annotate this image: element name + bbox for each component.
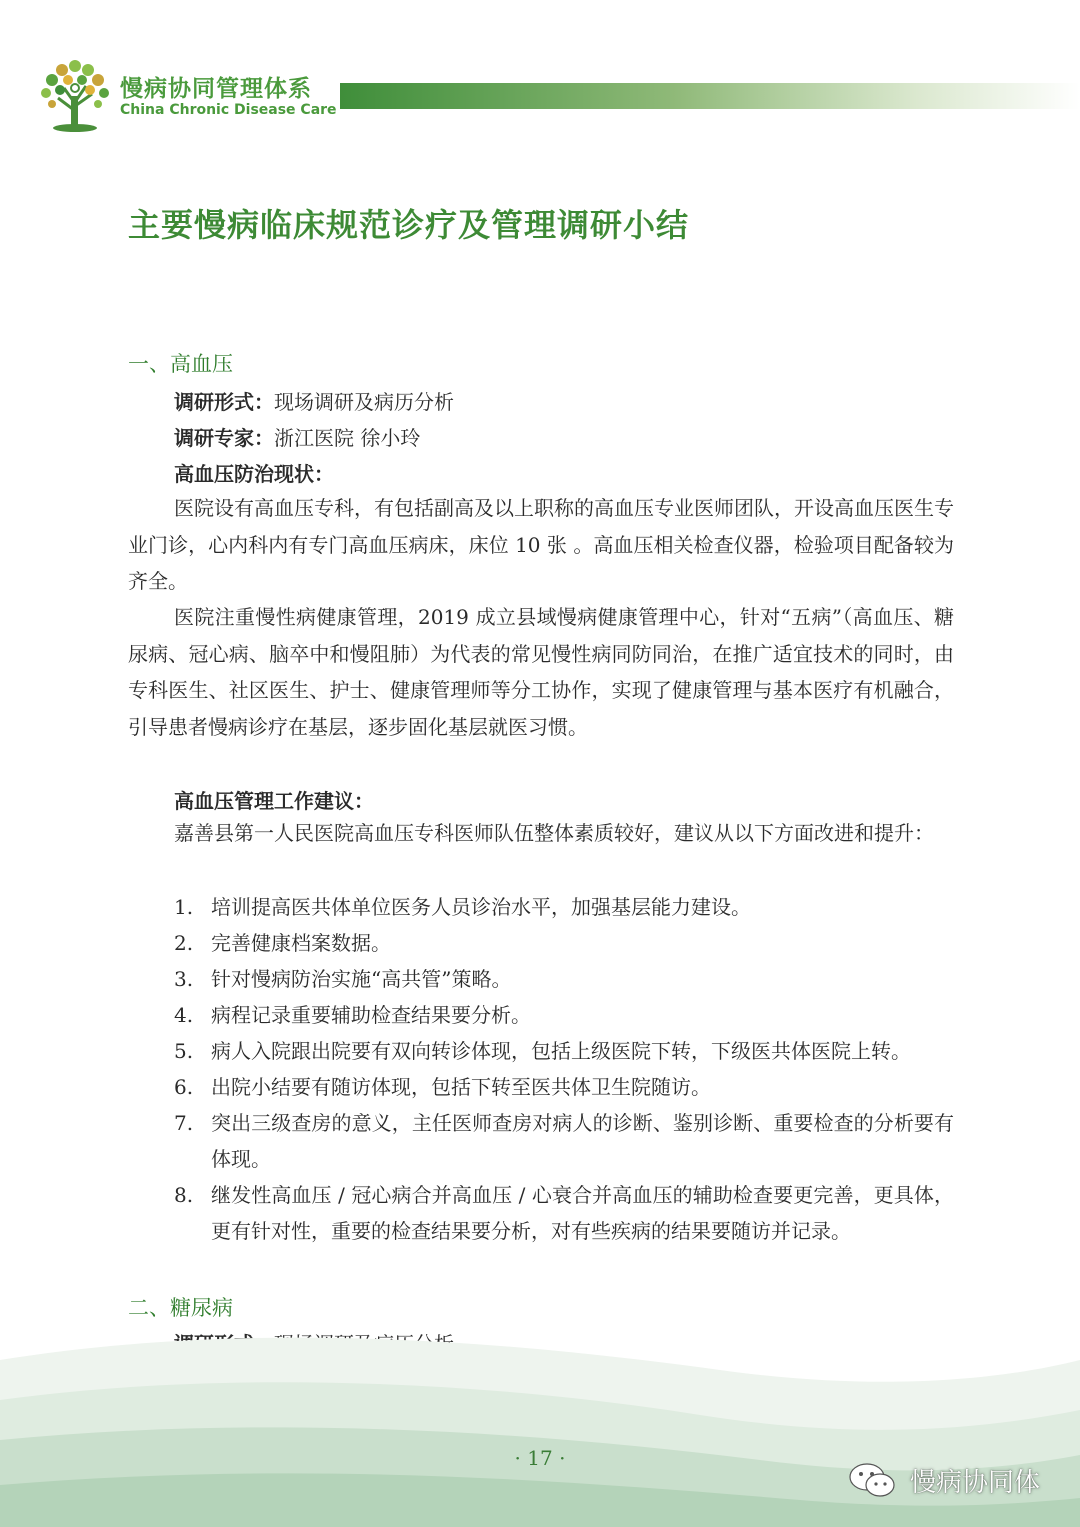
status-paragraph-1: 医院设有高血压专科，有包括副高及以上职称的高血压专业医师团队，开设高血压医生专业门诊，心内科内有专门高血压病床，床位 10 张 。高血压相关检查仪器，检验项目配备较为齐全。 — [128, 496, 954, 593]
wechat-icon — [848, 1460, 898, 1500]
brand-name-cn: 慢病协同管理体系 — [120, 76, 312, 102]
status-heading-text: 高血压防治现状： — [174, 462, 334, 486]
advice-heading-text: 高血压管理工作建议： — [174, 789, 374, 813]
status-heading — [174, 458, 334, 487]
brand-name-en: China Chronic Disease Care — [120, 102, 337, 118]
list-item: 1. 培训提高医共体单位医务人员诊治水平，加强基层能力建设。 — [174, 895, 751, 919]
list-item: 4. 病程记录重要辅助检查结果要分析。 — [174, 1003, 531, 1027]
list-item: 7. 突出三级查房的意义，主任医师查房对病人的诊断、鉴别诊断、重要检查的分析要有体现。 — [174, 1111, 954, 1171]
list-item: 5. 病人入院跟出院要有双向转诊体现，包括上级医院下转，下级医共体医院上转。 — [174, 1039, 911, 1063]
list-item: 8. 继发性高血压 / 冠心病合并高血压 / 心衰合并高血压的辅助检查要更完善，更具体，更有针对性，重要的检查结果要分析，对有些疾病的结果要随访并记录。 — [174, 1183, 954, 1243]
status-paragraph-2: 医院注重慢性病健康管理，2019 成立县域慢病健康管理中心，针对“五病”（高血压、糖尿病、冠心病、脑卒中和慢阻肺）为代表的常见慢性病同防同治，在推广适宜技术的同时，由专科医生、社区医生、护士、健康管理师等分工协作，实现了健康管理与基本医疗有机融合，引导患者慢病诊疗在基层，逐步固化基层就医习惯。 — [128, 605, 954, 739]
list-item: 2. 完善健康档案数据。 — [174, 931, 391, 955]
list-item: 3. 针对慢病防治实施“高共管”策略。 — [174, 967, 512, 991]
tree-logo-icon — [40, 58, 110, 134]
page-title: 主要慢病临床规范诊疗及管理调研小结 — [128, 206, 690, 244]
survey-form-label: 调研形式： — [174, 390, 274, 414]
survey-expert-line — [174, 422, 420, 451]
wechat-account-name: 慢病协同体 — [910, 1468, 1041, 1498]
survey-expert-value: 浙江医院 徐小玲 — [274, 426, 421, 450]
page-number: · 17 · — [514, 1446, 566, 1470]
list-item: 6. 出院小结要有随访体现，包括下转至医共体卫生院随访。 — [174, 1075, 711, 1099]
survey-form-value: 现场调研及病历分析 — [274, 390, 454, 414]
section-heading-hypertension: 一、高血压 — [128, 352, 233, 376]
survey-expert-label: 调研专家： — [174, 426, 274, 450]
section-heading-diabetes: 二、糖尿病 — [128, 1296, 233, 1320]
survey-form-line — [174, 386, 454, 415]
header-gradient-bar — [340, 83, 1080, 109]
advice-heading — [174, 785, 374, 814]
advice-list — [174, 889, 954, 1249]
advice-intro-paragraph: 嘉善县第一人民医院高血压专科医师队伍整体素质较好，建议从以下方面改进和提升： — [174, 821, 934, 845]
